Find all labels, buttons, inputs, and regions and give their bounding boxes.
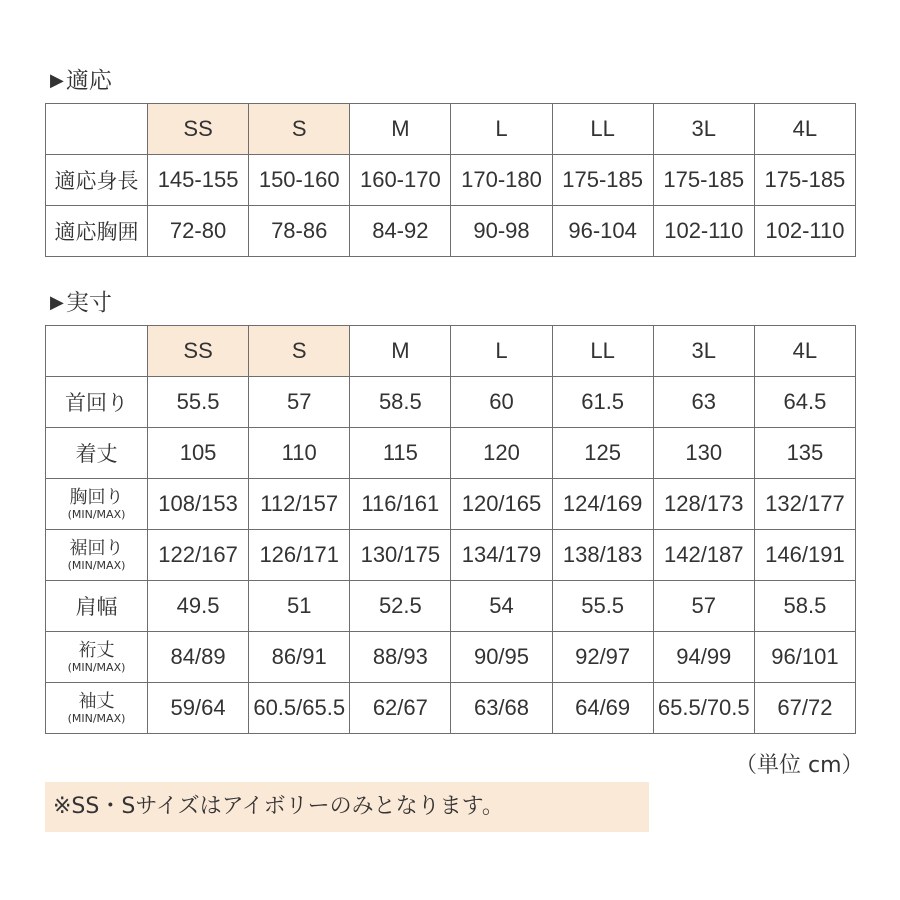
value-cell: 120 (451, 428, 552, 479)
value-cell: 175-185 (552, 155, 653, 206)
size-header-cell: 4L (754, 104, 855, 155)
value-cell: 72-80 (148, 206, 249, 257)
value-cell: 54 (451, 581, 552, 632)
row-sublabel: (MIN/MAX) (67, 558, 126, 572)
value-cell: 55.5 (148, 377, 249, 428)
row-sublabel: (MIN/MAX) (67, 711, 126, 725)
value-cell: 125 (552, 428, 653, 479)
row-sublabel: (MIN/MAX) (67, 660, 126, 674)
actual-title-text: 実寸 (65, 290, 112, 316)
value-cell: 58.5 (754, 581, 855, 632)
unit-note: （単位 cm） (735, 753, 864, 778)
size-header-cell: M (350, 326, 451, 377)
value-cell: 78-86 (249, 206, 350, 257)
value-cell: 128/173 (653, 479, 754, 530)
size-header-cell: LL (552, 104, 653, 155)
fit-title-text: 適応 (65, 68, 112, 94)
value-cell: 146/191 (754, 530, 855, 581)
value-cell: 67/72 (754, 683, 855, 734)
value-cell: 62/67 (350, 683, 451, 734)
table-row (46, 479, 856, 530)
value-cell: 108/153 (148, 479, 249, 530)
value-cell: 135 (754, 428, 855, 479)
size-header-cell: M (350, 104, 451, 155)
table-row (46, 683, 856, 734)
value-cell: 90-98 (451, 206, 552, 257)
triangle-right-icon: ▶ (50, 292, 64, 313)
value-cell: 55.5 (552, 581, 653, 632)
table-row (46, 377, 856, 428)
corner-cell (46, 104, 148, 155)
row-sublabel: (MIN/MAX) (67, 507, 126, 521)
value-cell: 150-160 (249, 155, 350, 206)
value-cell: 94/99 (653, 632, 754, 683)
value-cell: 84/89 (148, 632, 249, 683)
fit-section-title (50, 70, 112, 93)
value-cell: 126/171 (249, 530, 350, 581)
value-cell: 65.5/70.5 (653, 683, 754, 734)
row-label-cell (46, 632, 148, 683)
value-cell: 63/68 (451, 683, 552, 734)
row-label-cell (46, 530, 148, 581)
value-cell: 51 (249, 581, 350, 632)
value-cell: 88/93 (350, 632, 451, 683)
table-row (46, 581, 856, 632)
value-cell: 63 (653, 377, 754, 428)
value-cell: 102-110 (653, 206, 754, 257)
value-cell: 116/161 (350, 479, 451, 530)
row-label: 胸回り (69, 487, 124, 508)
availability-note: ※SS・Sサイズはアイボリーのみとなります。 (45, 782, 649, 832)
value-cell: 60.5/65.5 (249, 683, 350, 734)
value-cell: 96-104 (552, 206, 653, 257)
size-header-cell: SS (148, 104, 249, 155)
value-cell: 64/69 (552, 683, 653, 734)
header-row (46, 326, 856, 377)
value-cell: 49.5 (148, 581, 249, 632)
value-cell: 112/157 (249, 479, 350, 530)
row-label-cell: 適応胸囲 (46, 206, 148, 257)
size-header-cell: S (249, 104, 350, 155)
value-cell: 105 (148, 428, 249, 479)
value-cell: 59/64 (148, 683, 249, 734)
size-header-cell: S (249, 326, 350, 377)
value-cell: 170-180 (451, 155, 552, 206)
size-header-cell: SS (148, 326, 249, 377)
row-label-cell: 適応身長 (46, 155, 148, 206)
value-cell: 110 (249, 428, 350, 479)
value-cell: 122/167 (148, 530, 249, 581)
size-header-cell: L (451, 326, 552, 377)
row-label-cell: 着丈 (46, 428, 148, 479)
value-cell: 130/175 (350, 530, 451, 581)
corner-cell (46, 326, 148, 377)
value-cell: 61.5 (552, 377, 653, 428)
value-cell: 84-92 (350, 206, 451, 257)
header-row (46, 104, 856, 155)
value-cell: 57 (653, 581, 754, 632)
value-cell: 134/179 (451, 530, 552, 581)
value-cell: 58.5 (350, 377, 451, 428)
table-row (46, 155, 856, 206)
value-cell: 90/95 (451, 632, 552, 683)
table-row (46, 632, 856, 683)
table-row (46, 206, 856, 257)
value-cell: 130 (653, 428, 754, 479)
row-label-cell (46, 479, 148, 530)
value-cell: 60 (451, 377, 552, 428)
value-cell: 64.5 (754, 377, 855, 428)
value-cell: 96/101 (754, 632, 855, 683)
value-cell: 124/169 (552, 479, 653, 530)
actual-size-table (45, 325, 856, 734)
size-header-cell: LL (552, 326, 653, 377)
row-label: 裄丈 (78, 640, 115, 661)
table-row (46, 428, 856, 479)
row-label-cell (46, 683, 148, 734)
value-cell: 145-155 (148, 155, 249, 206)
value-cell: 92/97 (552, 632, 653, 683)
row-label-cell: 首回り (46, 377, 148, 428)
row-label: 裾回り (69, 538, 124, 559)
value-cell: 142/187 (653, 530, 754, 581)
value-cell: 160-170 (350, 155, 451, 206)
fit-size-table (45, 103, 856, 257)
value-cell: 115 (350, 428, 451, 479)
triangle-right-icon: ▶ (50, 70, 64, 91)
actual-section-title (50, 292, 112, 315)
table-row (46, 530, 856, 581)
value-cell: 86/91 (249, 632, 350, 683)
size-header-cell: 4L (754, 326, 855, 377)
value-cell: 138/183 (552, 530, 653, 581)
row-label: 袖丈 (78, 691, 115, 712)
value-cell: 175-185 (754, 155, 855, 206)
value-cell: 175-185 (653, 155, 754, 206)
size-header-cell: 3L (653, 104, 754, 155)
row-label-cell: 肩幅 (46, 581, 148, 632)
size-header-cell: L (451, 104, 552, 155)
value-cell: 52.5 (350, 581, 451, 632)
value-cell: 57 (249, 377, 350, 428)
value-cell: 132/177 (754, 479, 855, 530)
size-header-cell: 3L (653, 326, 754, 377)
value-cell: 120/165 (451, 479, 552, 530)
value-cell: 102-110 (754, 206, 855, 257)
